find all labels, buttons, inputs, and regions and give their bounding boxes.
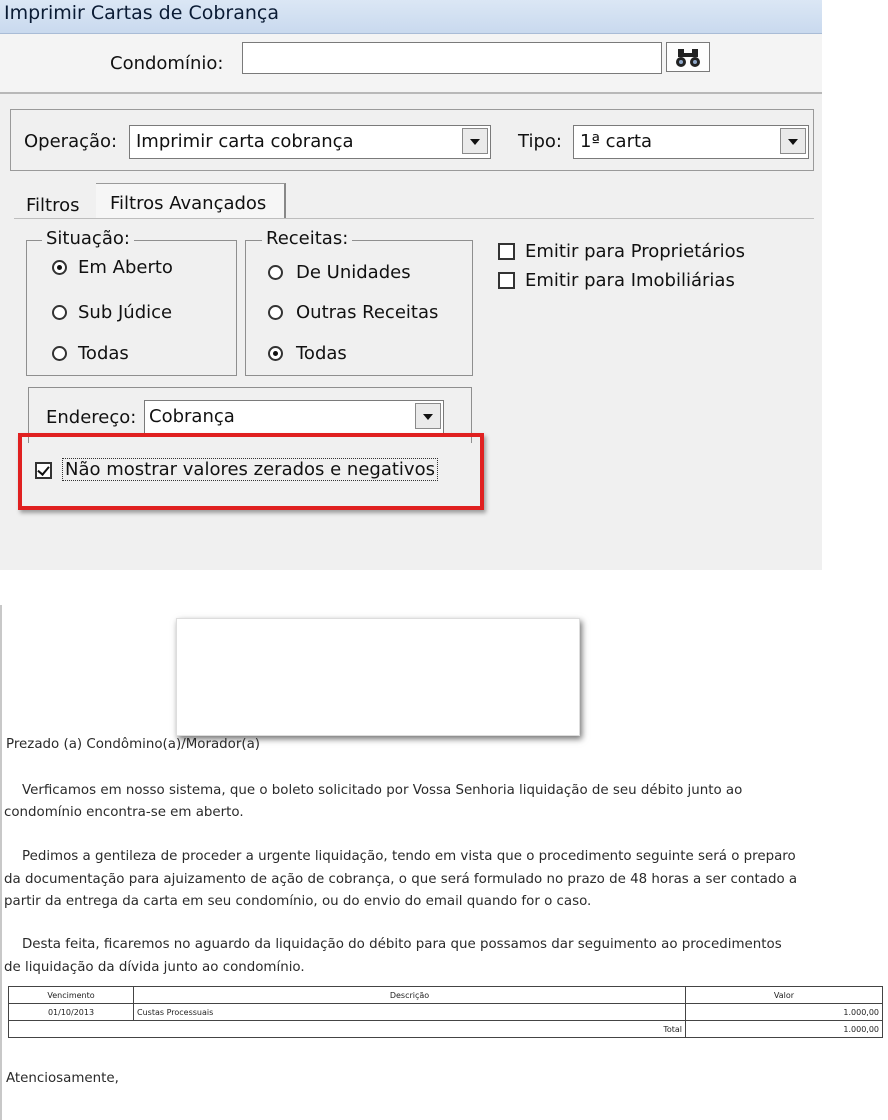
table-row bbox=[9, 1004, 883, 1021]
operacao-dropdown-arrow[interactable] bbox=[462, 128, 488, 154]
operacao-label: Operação: bbox=[24, 131, 118, 152]
col-descricao: Descrição bbox=[134, 987, 686, 1004]
tipo-label: Tipo: bbox=[518, 131, 562, 152]
table-header-row bbox=[9, 987, 883, 1004]
endereco-select[interactable]: Cobrança bbox=[144, 400, 444, 434]
letter-greeting: Prezado (a) Condômino(a)/Morador(a) bbox=[6, 737, 261, 752]
situacao-sub-judice-label: Sub Júdice bbox=[78, 302, 173, 323]
situacao-em-aberto-label: Em Aberto bbox=[78, 257, 173, 278]
situacao-todas-radio[interactable] bbox=[52, 346, 67, 361]
paragraph-1-line-2: condomínio encontra-se em aberto. bbox=[4, 805, 244, 820]
tab-divider bbox=[14, 218, 814, 219]
debt-table bbox=[8, 986, 883, 1038]
col-valor: Valor bbox=[686, 987, 883, 1004]
emitir-imobiliarias-label: Emitir para Imobiliárias bbox=[525, 270, 735, 291]
title-bar bbox=[0, 0, 822, 34]
endereco-label: Endereço: bbox=[46, 407, 137, 428]
tab-filtros-avancados[interactable]: Filtros Avançados bbox=[96, 183, 286, 219]
paragraph-1-line-1: Verficamos em nosso sistema, que o boleto solicitado por Vossa Senhoria liquidação de seu débito junto ao bbox=[22, 783, 743, 798]
dialog-title: Imprimir Cartas de Cobrança bbox=[4, 2, 279, 24]
letter-left-border bbox=[0, 605, 2, 1120]
paragraph-2-line-1: Pedimos a gentileza de proceder a urgente liquidação, tendo em vista que o procedimento seguinte será o preparo bbox=[22, 849, 796, 864]
condominio-label: Condomínio: bbox=[110, 53, 224, 74]
condominio-input[interactable] bbox=[242, 42, 662, 74]
total-label: Total bbox=[9, 1021, 686, 1038]
situacao-legend: Situação: bbox=[42, 228, 134, 249]
receitas-todas-label: Todas bbox=[296, 343, 347, 364]
paragraph-2-line-3: partir da entrega da carta em seu condomínio, ou do envio do email quando for o caso. bbox=[4, 894, 592, 909]
search-button[interactable] bbox=[666, 42, 710, 72]
cell-descricao: Custas Processuais bbox=[134, 1004, 686, 1021]
emitir-proprietarios-checkbox[interactable] bbox=[498, 243, 515, 260]
paragraph-2-line-2: da documentação para ajuizamento de ação de cobrança, o que será formulado no prazo de 48 horas a ser contado a bbox=[4, 872, 798, 887]
situacao-em-aberto-radio[interactable] bbox=[52, 260, 67, 275]
tipo-select[interactable]: 1ª carta bbox=[573, 125, 809, 159]
nao-mostrar-label: Não mostrar valores zerados e negativos bbox=[62, 458, 438, 481]
table-total-row bbox=[9, 1021, 883, 1038]
binoculars-icon bbox=[675, 47, 701, 69]
emitir-imobiliarias-checkbox[interactable] bbox=[498, 272, 515, 289]
paragraph-3-line-2: de liquidação da dívida junto ao condomínio. bbox=[4, 960, 305, 975]
cell-valor: 1.000,00 bbox=[686, 1004, 883, 1021]
emitir-proprietarios-label: Emitir para Proprietários bbox=[525, 241, 746, 262]
receitas-todas-radio[interactable] bbox=[268, 346, 283, 361]
cell-vencimento: 01/10/2013 bbox=[9, 1004, 134, 1021]
col-vencimento: Vencimento bbox=[9, 987, 134, 1004]
redacted-address-box bbox=[176, 618, 580, 736]
situacao-sub-judice-radio[interactable] bbox=[52, 305, 67, 320]
endereco-dropdown-arrow[interactable] bbox=[415, 403, 441, 429]
print-letters-dialog bbox=[0, 0, 822, 570]
letter-closing: Atenciosamente, bbox=[6, 1071, 119, 1086]
receitas-legend: Receitas: bbox=[262, 228, 352, 249]
receitas-outras-radio[interactable] bbox=[268, 305, 283, 320]
paragraph-3-line-1: Desta feita, ficaremos no aguardo da liquidação do débito para que possamos dar seguimento ao procedimentos bbox=[22, 937, 782, 952]
tipo-dropdown-arrow[interactable] bbox=[780, 128, 806, 154]
tab-filtros[interactable]: Filtros bbox=[26, 195, 80, 216]
situacao-todas-label: Todas bbox=[78, 343, 129, 364]
nao-mostrar-checkbox[interactable] bbox=[35, 462, 52, 479]
receitas-de-unidades-radio[interactable] bbox=[268, 265, 283, 280]
receitas-de-unidades-label: De Unidades bbox=[296, 262, 411, 283]
receitas-outras-label: Outras Receitas bbox=[296, 302, 439, 323]
operacao-select[interactable]: Imprimir carta cobrança bbox=[129, 125, 491, 159]
total-value: 1.000,00 bbox=[686, 1021, 883, 1038]
